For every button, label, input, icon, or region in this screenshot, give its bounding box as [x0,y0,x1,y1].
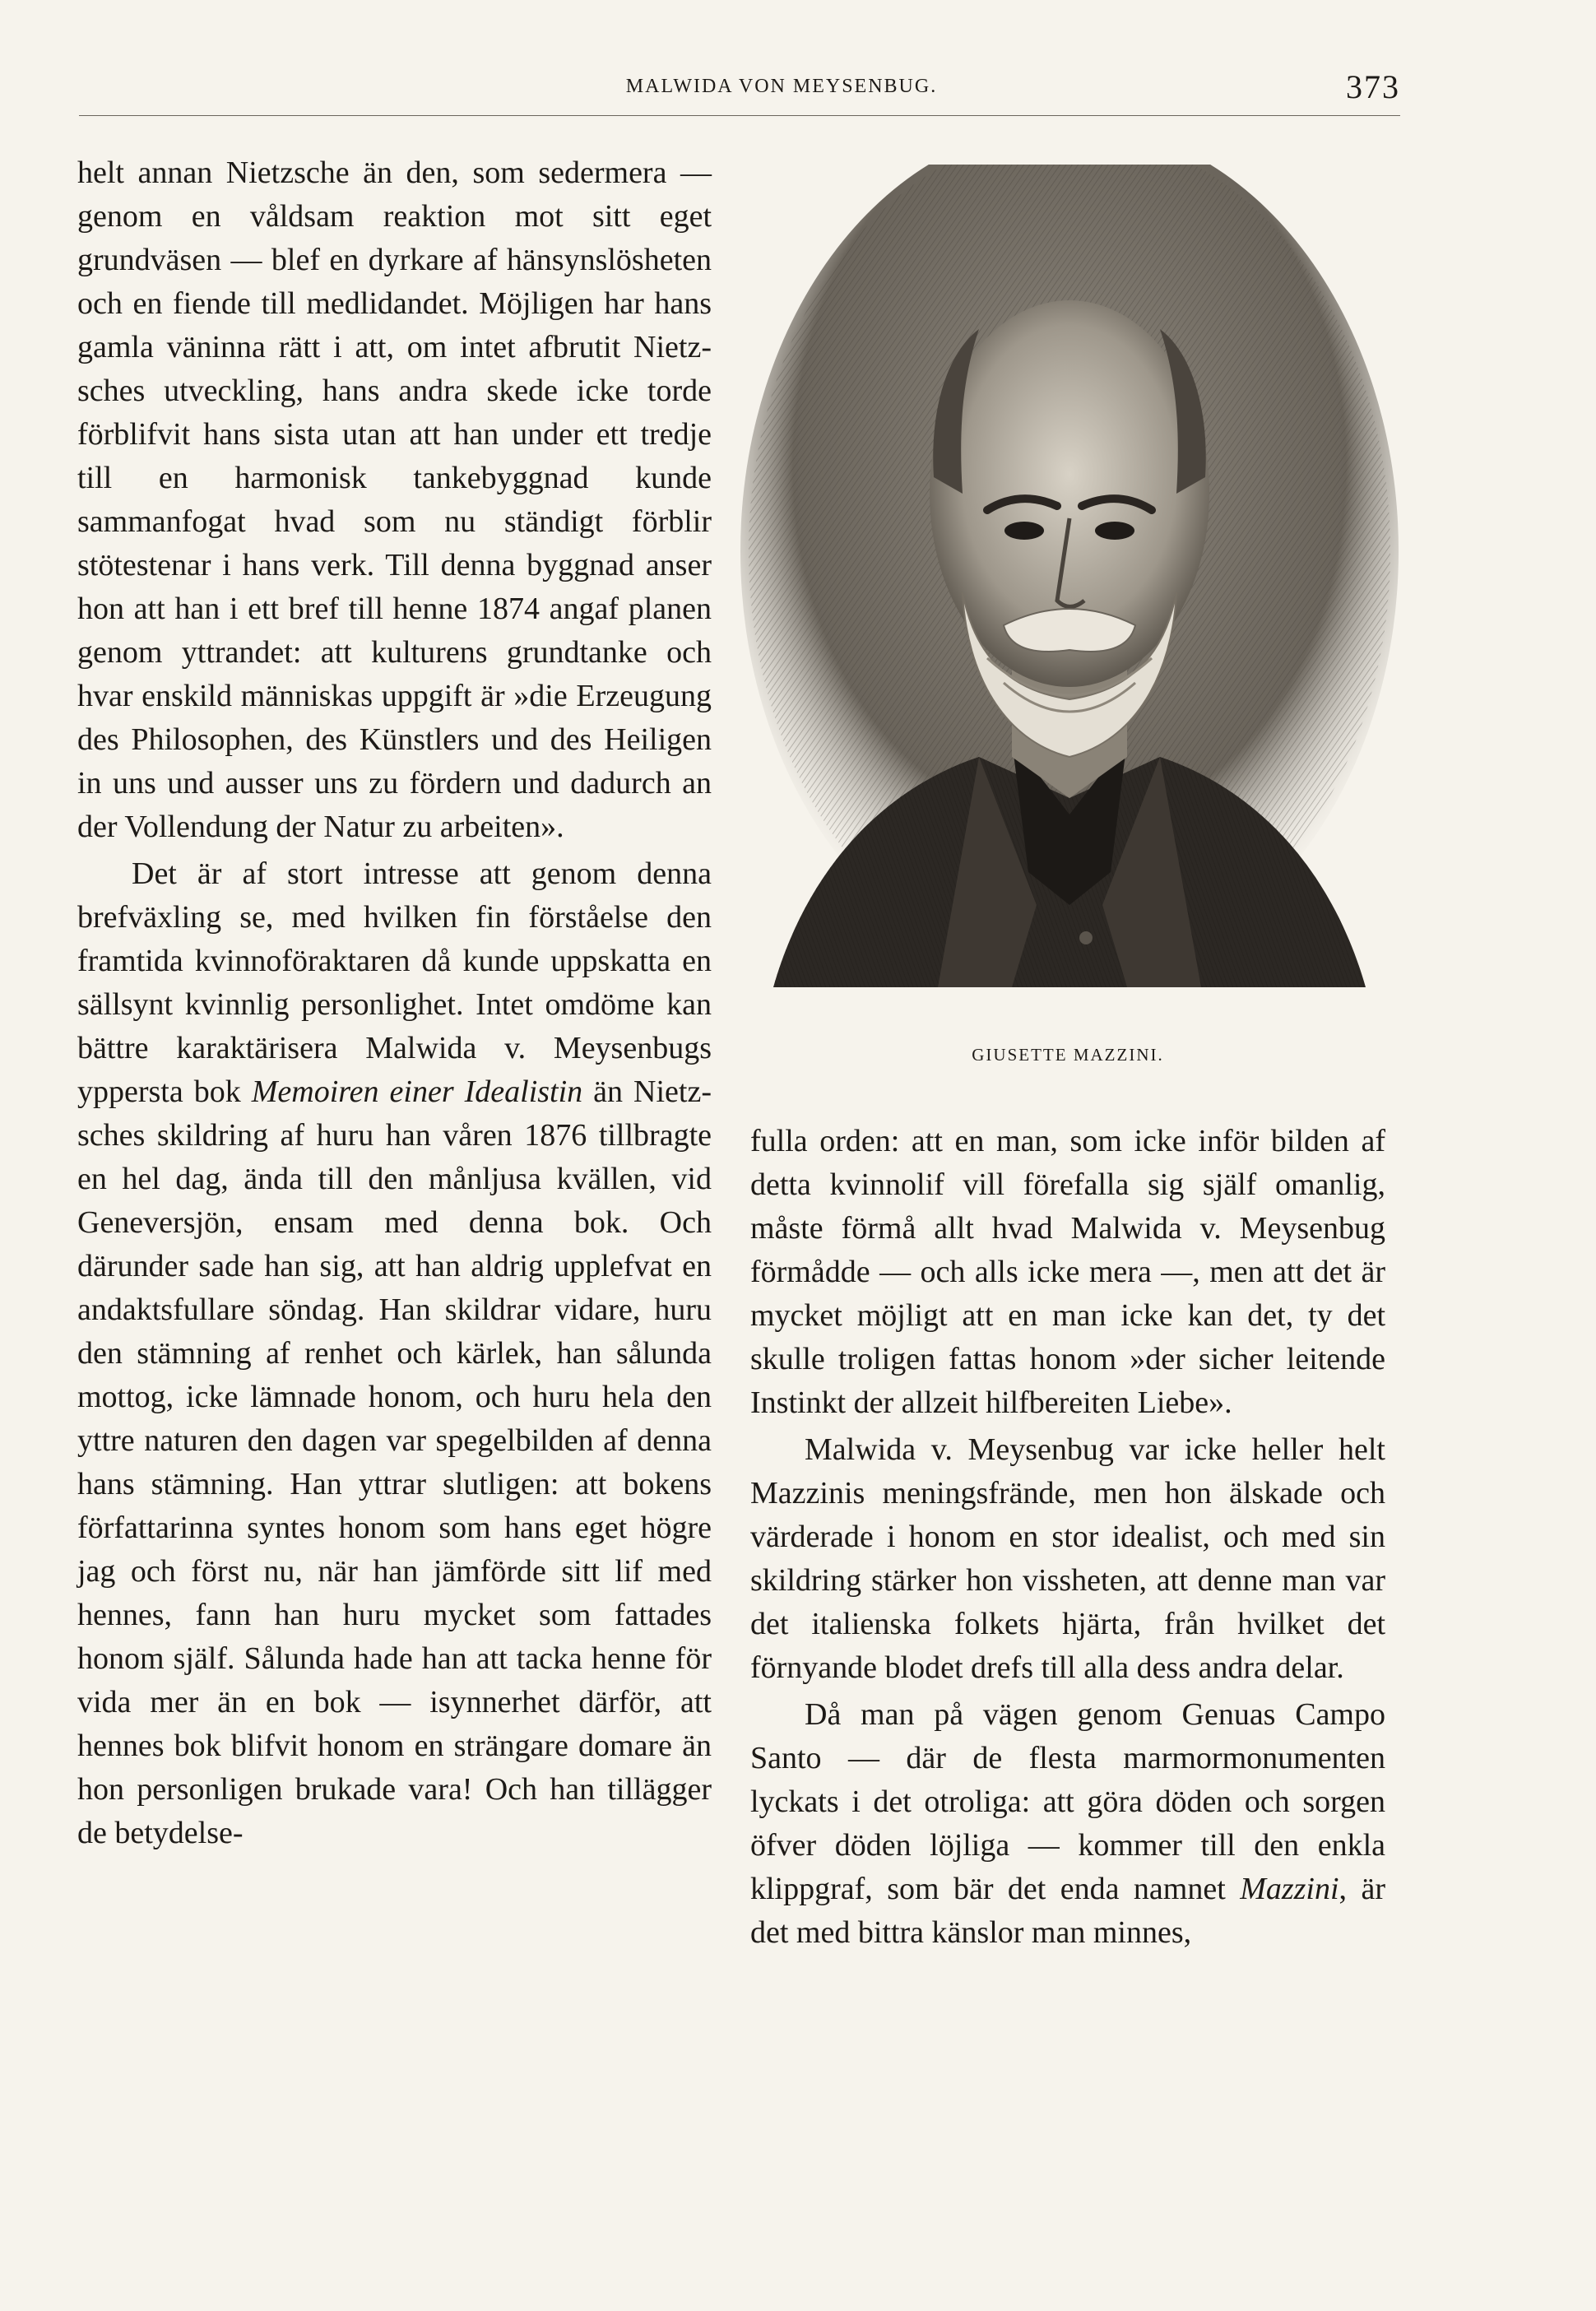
left-column [77,151,712,1855]
portrait-caption: GIUSETTE MAZZINI. [972,1045,1164,1065]
running-header: MALWIDA VON MEYSENBUG. [625,76,938,97]
left-paragraph-2-text-a: Det är af stort intresse att genom denna brefväxling se, med hvilken fin förståelse den framtida kvinnoföraktaren då kunde uppskatta en sällsynt kvinnlig personlighet. Intet omdöme kan bättre karaktärisera Malwida v. Meysenbugs yppersta bok [77,856,712,1109]
book-title-italic: Memoiren einer Idealistin [251,1074,583,1109]
left-paragraph-2 [77,852,712,1855]
mazzini-italic: Mazzini [1240,1872,1339,1906]
right-paragraph-2: Malwida v. Meysenbug var icke heller helt Mazzinis meningsfrände, men hon älskade och värderade i honom en stor idealist, och med sin skildring stärker hon vissheten, att denne man var det italienska folkets hjärta, från hvilket det förnyande blodet drefs till alla dess andra delar. [750,1432,1385,1685]
left-paragraph-1: helt annan Nietzsche än den, som sedermera — genom en våldsam reaktion mot sitt eget grundväsen — blef en dyrkare af hänsynslösheten och en fiende till medlidandet. Möjligen har hans gamla väninna rätt i att, om intet afbrutit Nietzsches utveckling, hans andra skede icke torde förblifvit hans sista utan att han under ett tredje till en harmonisk tankebyggnad kunde sammanfogat hvad som nu ständigt förblir stötestenar i hans verk. Till denna byggnad anser hon att han i ett bref till henne 1874 angaf planen genom yttrandet: att kulturens grundtanke och hvar enskild människas uppgift är »die Erzeugung des Philosophen, des Künstlers und des Heiligen in uns und ausser uns zu fördern und dadurch an der Vollendung der Natur zu arbeiten». [77,155,712,844]
right-paragraph-3-text-a: Då man på vägen genom Genuas Campo Santo — där de flesta marmormonumenten lyckats i det otroliga: att göra döden och sorgen öfver döden löjliga — kommer till den enkla klippgraf, som bär det enda namnet [750,1697,1385,1906]
right-paragraph-3-text-b: , är det med bittra känslor man minnes, [750,1872,1385,1950]
right-paragraph-3 [750,1693,1385,1955]
right-column [750,1120,1385,1955]
right-paragraph-1: fulla orden: att en man, som icke inför bilden af detta kvinnolif vill förefalla sig själf omanlig, måste förmå allt hvad Malwida v. Meysenbug förmådde — och alls icke mera —, men att det är mycket möjligt att en man icke kan det, ty det skulle troligen fattas honom »der sicher leitende Instinkt der allzeit hilfbereiten Liebe». [750,1124,1385,1420]
page-number: 373 [1346,68,1400,105]
header-rule [79,115,1400,116]
left-paragraph-2-text-b: än Nietzsches skildring af huru han våren 1876 tillbragte en hel dag, ända till den månljusa kvällen, vid Geneversjön, ensam med denna bok. Och därunder sade han sig, att han aldrig upplefvat en andaktsfullare söndag. Han skildrar vidare, huru den stämning af renhet och kärlek, han sålunda mottog, icke lämnade honom, och huru hela den yttre naturen den dagen var spegelbilden af denna hans stämning. Han yttrar slutligen: att bokens författarinna syntes honom som hans eget högre jag och först nu, när han jämförde sitt lif med hennes, fann han huru mycket som fattades honom själf. Sålunda hade han att tacka henne för vida mer än en bok — isynnerhet därför, att hennes bok blifvit honom en strängare domare än hon personligen brukade vara! Och han tillägger de betydelse- [77,1074,712,1850]
mazzini-portrait-engraving [740,165,1399,1037]
